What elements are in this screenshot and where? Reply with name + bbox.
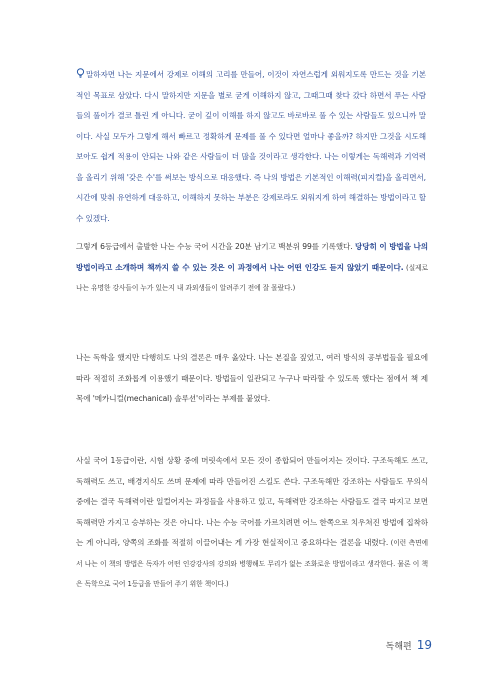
paragraph-lead: 그렇게 6등급에서 출발한 나는 수능 국어 시간을 20분 남기고 백분위 99를 기록했다. [76,242,355,251]
parenthetical-note: (실제로 나는 유명한 강사들이 누가 있는지 내 과외생들이 알려주기 전에 잘 몰랐다.) [76,263,428,292]
highlight-quote-block [76,65,426,229]
paragraph-grade-result [76,237,428,299]
paragraph-text: 나는 독학을 했지만 다행히도 나의 결론은 매우 옳았다. 나는 본질을 짚었고, 여러 방식의 공부법들을 필요에 따라 적절히 조화롭게 이용했기 때문이다. 방법들이 일관되고 누구나 따라할 수 있도록 했다는 점에서 책 제목에 '메카니컬(mechanical) 솔루션'이라는 부제를 붙였다. [76,353,428,403]
lightbulb-icon [76,66,85,76]
paragraph-conclusion [76,451,428,595]
quote-text: 말하자면 나는 지문에서 강제로 이해의 고리를 만들어, 이것이 자연스럽게 외워지도록 만드는 것을 기본적인 목표로 삼았다. 다시 말하지만 지문을 별로 굳게 이해하지 않고, 그때그때 찾다 갔다 하면서 푸는 사람들의 풀이가 결코 틀린 게 아니다. 굳이 깊이 이해를 하지 않고도 바로바로 풀 수 있는 사람들도 있으니까 말이다. 사실 모두가 그렇게 해서 빠르고 정확하게 문제를 풀 수 있다면 얼마나 좋을까? 하지만 그것을 시도해 보아도 쉽게 적용이 안되는 나와 같은 사람들이 더 많을 것이라고 생각한다. 나는 이렇게는 독해력과 기억력을 올리기 위해 '갖은 수'를 써보는 방식으로 대응했다. 즉 나의 방법은 기본적인 이해력(피지컬)을 올리면서, 시간에 맞춰 유연하게 대응하고, 이해하지 못하는 부분은 강제로라도 외워지게 하여 해결하는 방법이라고 할 수 있겠다. [76,70,426,223]
page-footer [386,638,432,652]
section-name: 독해편 [385,642,412,652]
paragraph-text: 사실 국어 1등급이란, 시험 상황 중에 머릿속에서 모든 것이 종합되어 만들어지는 것이다. 구조독해도 쓰고, 독해력도 쓰고, 배경지식도 쓰며 문제에 따라 만들어진 스킬도 쓴다. 구조독해만 강조하는 사람들도 무의식 중에는 결국 독해력이란 일컬어지는 과정들을 사용하고 있고, 독해력만 강조하는 사람들도 결국 따지고 보면 독해력만 가지고 승부하는 것은 아니다. 나는 수능 국어를 가르치려면 어느 한쪽으로 치우쳐진 방법에 집착하는 게 아니라, 양쪽의 조화를 적절히 이끌어내는 게 가장 현실적이고 중요하다는 결론을 내렸다. [76,456,428,547]
emphasis-text: 당당히 이 방법을 나의 방법이라고 소개하며 책까지 쓸 수 있는 것은 이 과정에서 나는 어떤 인강도 듣지 않았기 때문이다. [76,242,428,272]
page-number: 19 [416,638,432,652]
parenthetical-note: (이런 측면에서 나는 이 책의 방법은 독자가 어떤 인강강사의 강의와 병행해도 무리가 없는 조화로운 방법이라고 생각한다. 물론 이 책은 독학으로 국어 1등급을 만들어 주기 위한 책이다.) [76,539,428,588]
paragraph-self-study [76,348,428,410]
